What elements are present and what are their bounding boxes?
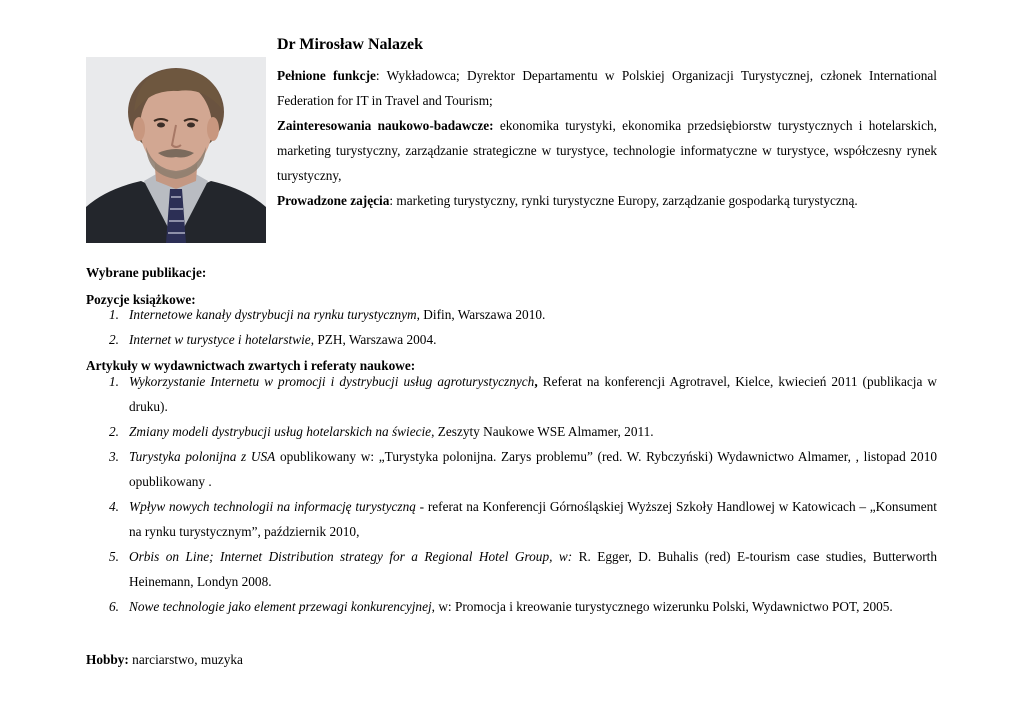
hobby-label: Hobby: [86,652,129,667]
bio-section [277,63,937,213]
item-title: Wpływ nowych technologii na informację turystyczną [129,499,416,514]
item-title: Wykorzystanie Internetu w promocji i dystrybucji usług agroturystycznych [129,374,535,389]
item-details: opublikowany w: „Turystyka polonijna. Zarys problemu” (red. W. Rybczyński) Wydawnictwo Almamer, , listopad 2010 opublikowany . [129,449,938,489]
list-item [86,494,937,544]
functions-label: Pełnione funkcje [277,68,376,83]
item-number: 5. [109,549,119,564]
functions-paragraph [277,63,937,113]
list-item [86,544,937,594]
list-item [86,444,937,494]
books-list [86,302,937,352]
item-number: 6. [109,599,119,614]
articles-list [86,369,937,619]
courses-label: Prowadzone zajęcia [277,193,390,208]
item-separator: , [534,374,538,389]
item-number: 2. [109,332,119,347]
item-number: 1. [109,307,119,322]
item-title: Turystyka polonijna z USA [129,449,276,464]
books-heading: Pozycje książkowe: [86,292,196,307]
item-details: Referat na konferencji Agrotravel, Kielce, kwiecień 2011 (publikacja w druku). [129,374,937,414]
hobby-text: narciarstwo, muzyka [128,652,243,667]
item-details: , w: Promocja i kreowanie turystycznego wizerunku Polski, Wydawnictwo POT, 2005. [431,599,893,614]
publications-heading: Wybrane publikacje: [86,265,207,280]
item-number: 2. [109,424,119,439]
item-details: , Difin, Warszawa 2010. [416,307,546,322]
courses-paragraph [277,188,937,213]
interests-label: Zainteresowania naukowo-badawcze: [277,118,494,133]
list-item [86,327,937,352]
item-title: Orbis on Line; Internet Distribution strategy for a Regional Hotel Group, w: [129,549,573,564]
interests-paragraph [277,113,937,188]
portrait-photo [86,57,266,243]
item-details: R. Egger, D. Buhalis (red) E-tourism case studies, Butterworth Heinemann, Londyn 2008. [129,549,937,589]
list-item [86,369,937,419]
item-details: , PZH, Warszawa 2004. [310,332,437,347]
item-title: Zmiany modeli dystrybucji usług hotelarskich na świecie [129,424,432,439]
courses-text: : marketing turystyczny, rynki turystyczne Europy, zarządzanie gospodarką turystyczną. [389,193,858,208]
item-number: 4. [109,499,119,514]
item-title: Nowe technologie jako element przewagi konkurencyjnej [129,599,432,614]
list-item [86,302,937,327]
list-item [86,594,937,619]
hobby-line [86,652,243,668]
page-title: Dr Mirosław Nalazek [277,36,424,53]
portrait-illustration [86,57,266,243]
item-number: 3. [109,449,119,464]
functions-text: : Wykładowca; Dyrektor Departamentu w Polskiej Organizacji Turystycznej, członek International Federation for IT in Travel and Tourism; [277,68,937,108]
item-title: Internet w turystyce i hotelarstwie [129,332,311,347]
item-details: - referat na Konferencji Górnośląskiej Wyższej Szkoły Handlowej w Katowicach – „Konsument na rynku turystycznym”, październik 2010, [129,499,937,539]
item-title: Internetowe kanały dystrybucji na rynku turystycznym [129,307,417,322]
item-details: , Zeszyty Naukowe WSE Almamer, 2011. [431,424,654,439]
interests-text: ekonomika turystyki, ekonomika przedsiębiorstw turystycznych i hotelarskich, marketing turystyczny, zarządzanie strategiczne w turystyce, technologie informatyczne w turystyce, współczesny rynek turystyczny, [277,118,938,183]
list-item [86,419,937,444]
item-number: 1. [109,374,119,389]
articles-heading: Artykuły w wydawnictwach zwartych i referaty naukowe: [86,358,416,373]
